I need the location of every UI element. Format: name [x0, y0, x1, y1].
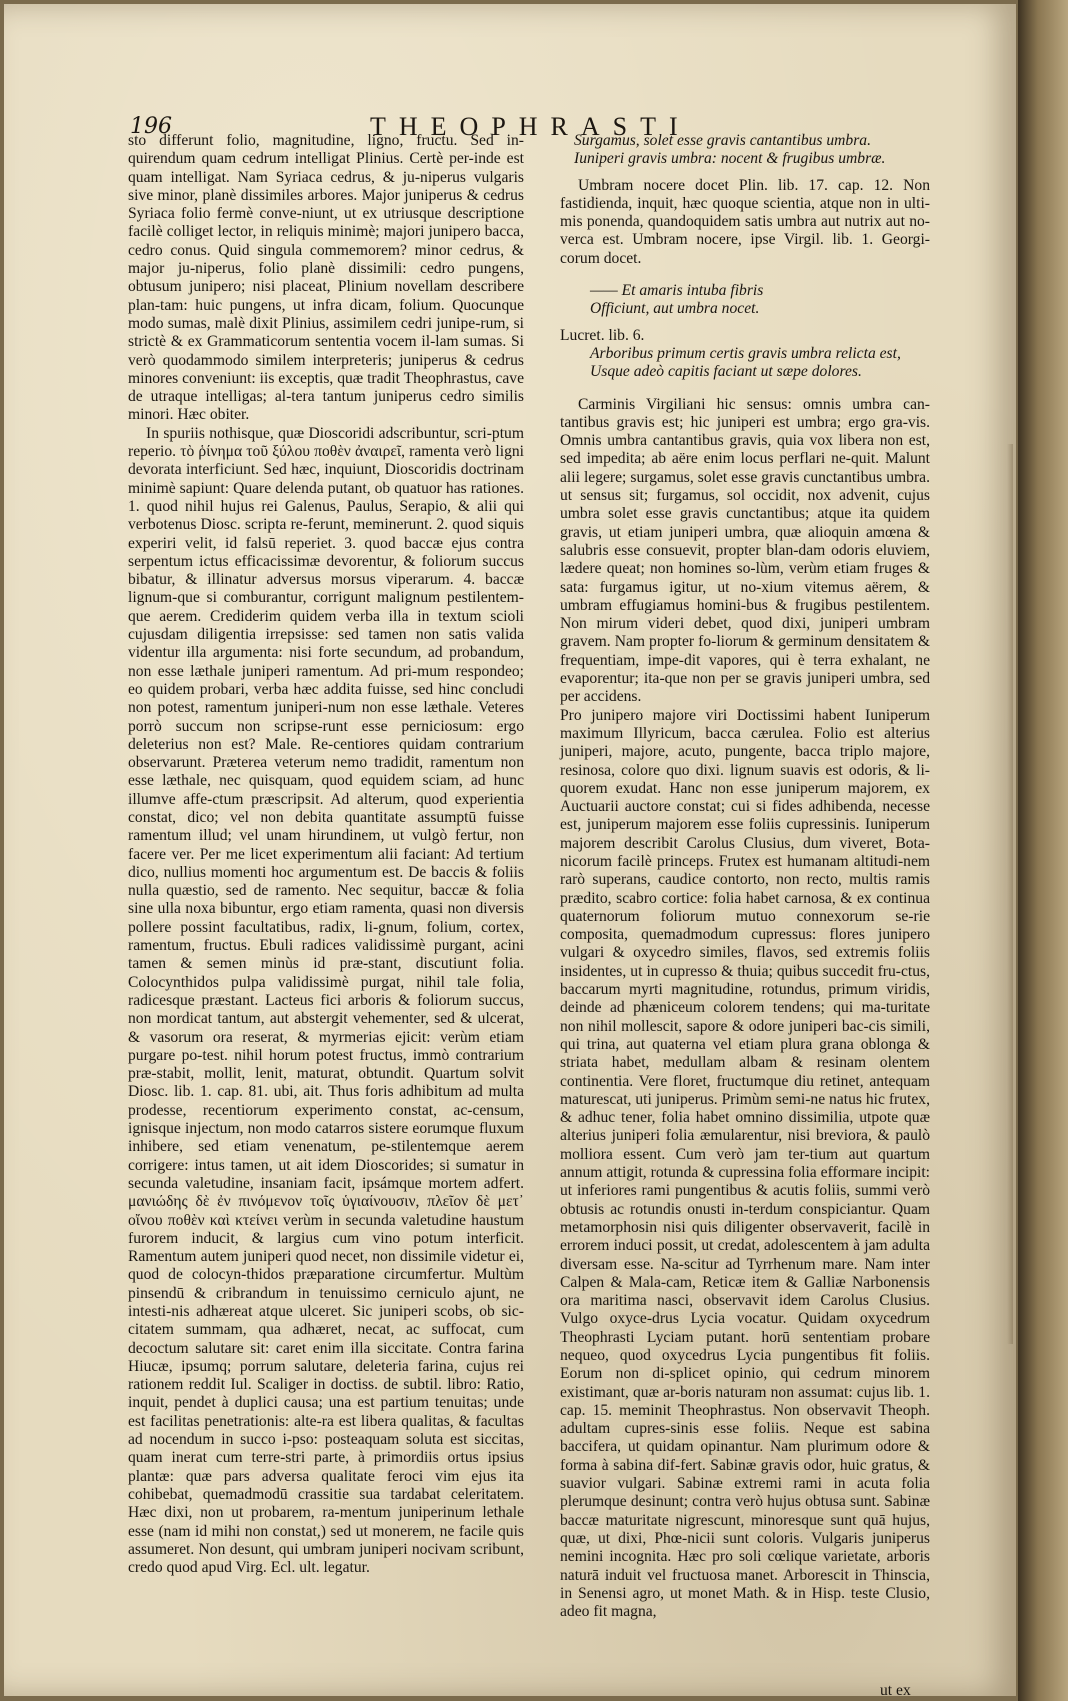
right-paragraph-2: Carminis Virgiliani hic sensus: omnis umbra can-tantibus gravis est; hic juniperi est umbra; ergo gra-vis. Omnis umbra cantantibus gravis, quia vox libera non est, sed impedita; ab aëre enim locus perflari ne-quit. Malunt alii legere; surgamus, solet esse gravis cunctantibus umbra. ut sensus sit; furgamus, sol occidit, nox advenit, cujus umbra solet esse gravis cunctantibus; atque ita quidem gravis, ut etiam juniperi umbra, quæ alioquin amœna & salubris esse consuevit, propter blan-dam odoris eluviem, lædere queat; non homines so-lùm, verùm etiam fruges & sata: furgamus igitur, ut no-xium vitemus aërem, & umbram effugiamus homini-bus & frugibus pestilentem. Non mirum videri debet, quod dixi, juniperi umbram gravem. Nam propter fo-liorum & germinum densitatem & frequentiam, impe-dit vapores, qui è terra exhalant, ne evaporentur; ita-que non per se gravis juniperi umbra, sed per accidens.: [560, 395, 930, 706]
verse-line: Officiunt, aut umbra nocet.: [590, 300, 760, 318]
right-column: [560, 132, 930, 1621]
right-paragraph-1: Umbram nocere docet Plin. lib. 17. cap. 12. Non fastidienda, inquit, hæc quoque scientia, atque non in ulti-mis ponenda, quandoquidem satis umbra aut nutrix aut no-verca est. Umbram nocere, ipse Virgil. lib. 1. Georgi-corum docet.: [560, 176, 930, 267]
right-paragraph-3: Pro junipero majore viri Doctissimi habent Iuniperum maximum Illyricum, bacca cærulea. Folio est alterius juniperi, majore, acuto, pungente, bacca triplo majore, resinosa, colore quo dixi. lignum suavis est odoris, & li-quorem exudat. Hanc non esse juniperum majorem, ex Auctuarii auctore constat; cui si fides adhibenda, necesse est, juniperum majorem esse foliis cupressinis. Iuniperum majorem describit Carolus Clusius, dum viveret, Bota-nicorum facilè princeps. Frutex est humanam altitudi-nem rarò superans, caudice contorto, non recto, multis ramis prædito, scabro cortice: folia habet carnosa, & ex continua quaternorum foliorum mutuo connexorum se-rie composita, quemadmodum cupressus: flores junipero vulgari & oxycedro similes, flavos, sed extremis foliis insidentes, ut in cupresso & thuia; quibus succedit fru-ctus, baccarum myrti magnitudine, rotundus, primum viridis, deinde ad phæniceum colorem tendens; qui ma-turitate non nihil mollescit, sapore & odore juniperi bac-cis simili, qui trina, aut quaterna vel etiam plura grana oblonga & striata habet, medullam albam & resinam olentem continentia. Vere floret, fructumque diu retinet, antequam maturescat, uti juniperus. Primùm semi-ne natus hic frutex, & adhuc tener, folia habet omnino dissimilia, utpote quæ alterius juniperi folia æmularentur, nisi breviora, & paulò molliora essent. Cum verò jam ter-tium aut quartum annum attigit, rotunda & cupressina folia efformare incipit: ut inferiores rami pungentibus & acutis foliis, summi verò obtusis ac rotundis onusti in-terdum conspiciantur. Quam metamorphosin nisi quis diligenter observaverit, facilè in errorem induci possit, ut credat, adolescentem à jam adulta diversam esse. Na-scitur ad Tyrrhenum mare. Nam inter Calpen & Mala-cam, Reticæ item & Galliæ Narbonensis ora maritima nasci, observavit idem Carolus Clusius. Vulgo oxyce-drus Lycia vocatur. Quidam oxycedrum Theophrasti Lyciam putant. horū sententiam probare nequeo, quod oxycedrus Lycia pungentibus fit foliis. Eorum non di-splicet opinio, qui cedrum minorem existimant, quæ ar-boris naturam non assumat: cujus lib. 1. cap. 15. meminit Theophrastus. Non observavit Theoph. adultam cupres-sinis esse foliis. Neque est sabina baccifera, ut quidam opinantur. Nam plurimum odore & forma à sabina dif-fert. Sabinæ gravis odor, huic gratus, & suavior vulgari. Sabinæ extremi rami in acuta folia plerumque desinunt; contra verò hujus obtusa sunt. Sabinæ baccæ maturitate nigrescunt, minoresque sunt quā hujus, quæ, ut dixi, Phœ-nicii sunt coloris. Vulgaris juniperus nemini incognita. Hæc pro soli cœlique varietate, arboris naturā induit vel fructuosa manet. Arborescit in Thinscia, in Senensi agro, ut monet Math. & in Hisp. teste Clusio, adeo fit magna,: [560, 706, 930, 1621]
verse-line: Arboribus primum certis gravis umbra relicta est,: [590, 344, 901, 362]
lucretius-citation: Lucret. lib. 6.: [560, 326, 645, 344]
left-column: [128, 132, 524, 1577]
left-paragraph-2: In spuriis nothisque, quæ Dioscoridi adscribuntur, scri-ptum reperio. τὸ ῥίνημα τοῦ ξύλου ποθὲν ἀναιρεῖ, ramenta verò ligni devorata interficiunt. Sed hæc, inquiunt, Dioscoridis doctrinam minimè sapiunt: Quare delenda putant, ob quatuor has rationes. 1. quod nihil hujus rei Galenus, Paulus, Serapio, & alii qui verbotenus Diosc. scripta re-ferunt, meminerunt. 2. quod siquis experiri velit, id falsū reperiet. 3. quod baccæ ejus contra serpentum ictus efficacissimæ devorentur, & foliorum succus bibatur, & illinatur adversus morsus viperarum. 4. baccæ lignum-que si comburantur, corrigunt malignum pestilentem-que aerem. Crediderim quidem verba illa in textum scioli cujusdam diligentia irrepsisse: sed tamen non satis valida videntur illa argumenta: nisi forte secundum, ad probandum, non esse læthale juniperi ramentum. Ad pri-mum respondeo; eo quidem probari, verba hæc addita fuisse, sed hinc concludi non potest, ramentum juniperi-num non esse læthale. Veteres porrò succum non scripse-runt esse perniciosum: ergo deleterius non est? Male. Re-centiores quidam contrarium observarunt. Præterea veterum nemo tradidit, ramentum non esse læthale, nec quisquam, quod equidem sciam, ad hunc illumve affe-ctum præscripsit. Ad alterum, quod experientia constat, dico; vel non debita quantitate assumptū fuisse ramentum illud; vel unam hirundinem, ut vulgò fertur, non facere ver. Per me licet experimentum alii faciant: Ad tertium dico, nullius momenti hoc argumentum est. De baccis & foliis nulla quæstio, sed de ramento. Nec sequitur, baccæ & folia sine ulla noxa bibuntur, ergo etiam ramenta, quasi non diversis pollere possint facultatibus, radix, li-gnum, folium, cortex, ramentum, fructus. Ebuli radices validissimè purgant, acini tamen & semen minùs id præ-stant, discutiunt folia. Colocynthidos pulpa validissimè purgat, nihil tale folia, radicesque præstant. Lacteus fici arboris & foliorum succus, non mordicat tantum, aut abstergit vehementer, sed & ulcerat, & vasorum ora reserat, & myrmerias ejicit: verùm etiam purgare po-test. nihil horum potest fructus, immò contrarium præ-stabit, mollit, lenit, maturat, obtundit. Quartum solvit Diosc. lib. 1. cap. 81. ubi, ait. Thus foris adhibitum ad multa prodesse, recentiorum experimento constat, ac-censum, ignisque injectum, non modo catarros sistere eorumque fluxum inhibere, sed etiam venenatum, pe-stilentemque aerem corrigere: intus tamen, ut ait idem Dioscorides; si sumatur in secunda valetudine, insaniam facit, ipsámque mortem adfert. μανιώδης δὲ ἐν πινόμενον τοῖς ὑγιαίνουσιν, πλεῖον δὲ μετ᾽ οἴνου ποθὲν καὶ κτείνει verùm in secunda valetudine haustum furorem inducit, & largius cum vino potum interficit. Ramentum autem juniperi quod necet, non dissimile videtur ei, quod de colocyn-thidos præparatione circumfertur. Multùm pinsendū & cribrandum in tenuissimo cerniculo ajunt, ne intesti-nis adhæreat atque ulceret. Sic juniperi scobs, ob sic-citatem summam, qua adhæret, necat, ac suffocat, cum decoctum salutare sit: caret enim illa siccitate. Contra farina Hiucæ, ipsumq; porrum salutare, deleteria farina, cujus rei rationem reddit Iul. Scaliger in doctiss. de subtil. libro: Ratio, inquit, pendet à duplici causa; una est partium tenuitas; unde est facilitas penetrationis: alte-ra est libera qualitas, & facultas ad nocendum in succo i-pso: posteaquam soluta est siccitas, quam inerat cum terre-stri parte, à primordiis ortus ipsius plantæ: quæ pars adversa qualitate feroci vim ejus ita cohibebat, quemadmodū crassitie sua tardabat celeritatem. Hæc dixi, non ut probarem, ra-mentum juniperinum lethale esse (nam id mihi non constat,) sed ut monerem, ne facile quis assumeret. Non desunt, qui umbram juniperi nocivam scribunt, credo quod apud Virg. Ecl. ult. legatur.: [128, 424, 524, 1577]
verse-block-georgics: [590, 282, 930, 319]
verse-line: Surgamus, solet esse gravis cantantibus umbra.: [574, 132, 871, 149]
verse-line: Iuniperi gravis umbra: nocent & frugibus umbræ.: [574, 150, 886, 168]
running-title: THEOPHRASTI: [370, 112, 691, 141]
verse-block-lucretius: [590, 345, 930, 382]
verse-line: Usque adeò capitis faciant ut sæpe dolores.: [590, 363, 862, 381]
catchword: ut ex: [880, 1682, 911, 1699]
next-page-edge: [1018, 0, 1068, 1701]
page-number: 196: [130, 114, 172, 139]
page-gutter-shadow: [1007, 444, 1013, 1344]
verse-block-virgil: [574, 132, 930, 169]
left-paragraph-1: sto differunt folio, magnitudine, ligno, fructu. Sed in-quirendum quam cedrum intelligat Plinius. Certè per-inde est quam intelligat. Nam Syriaca cedrus, & ju-niperus vulgaris sive minor, planè dissimiles arbores. Major juniperus & cedrus Syriaca folio fermè conve-niunt, ut ex utriusque descriptione facilè colliget lector, in reliquis minimè; majori junipero bacca, cedro conus. Quid singula commemorem? minor cedrus, & major ju-niperus, folio planè dissimili: cedro pungens, obtusum junipero; nisi placeat, Plinium novellam describere plan-tam: huic pungens, ut infra dicam, folium. Quocunque modo sumas, malè dixit Plinius, assimilem cedri junipe-rum, si strictè & ex Grammaticorum sententia vocem il-lam sumas. Si verò quodammodo similem interpreteris; juniperus & cedrus minores conveniunt: iis exceptis, quæ tradit Theophrastus, cave de utraque intelligas; al-tera tantum juniperus cedro similis minori. Hæc obiter.: [128, 132, 524, 424]
verse-line: —— Et amaris intuba fibris: [590, 282, 764, 300]
